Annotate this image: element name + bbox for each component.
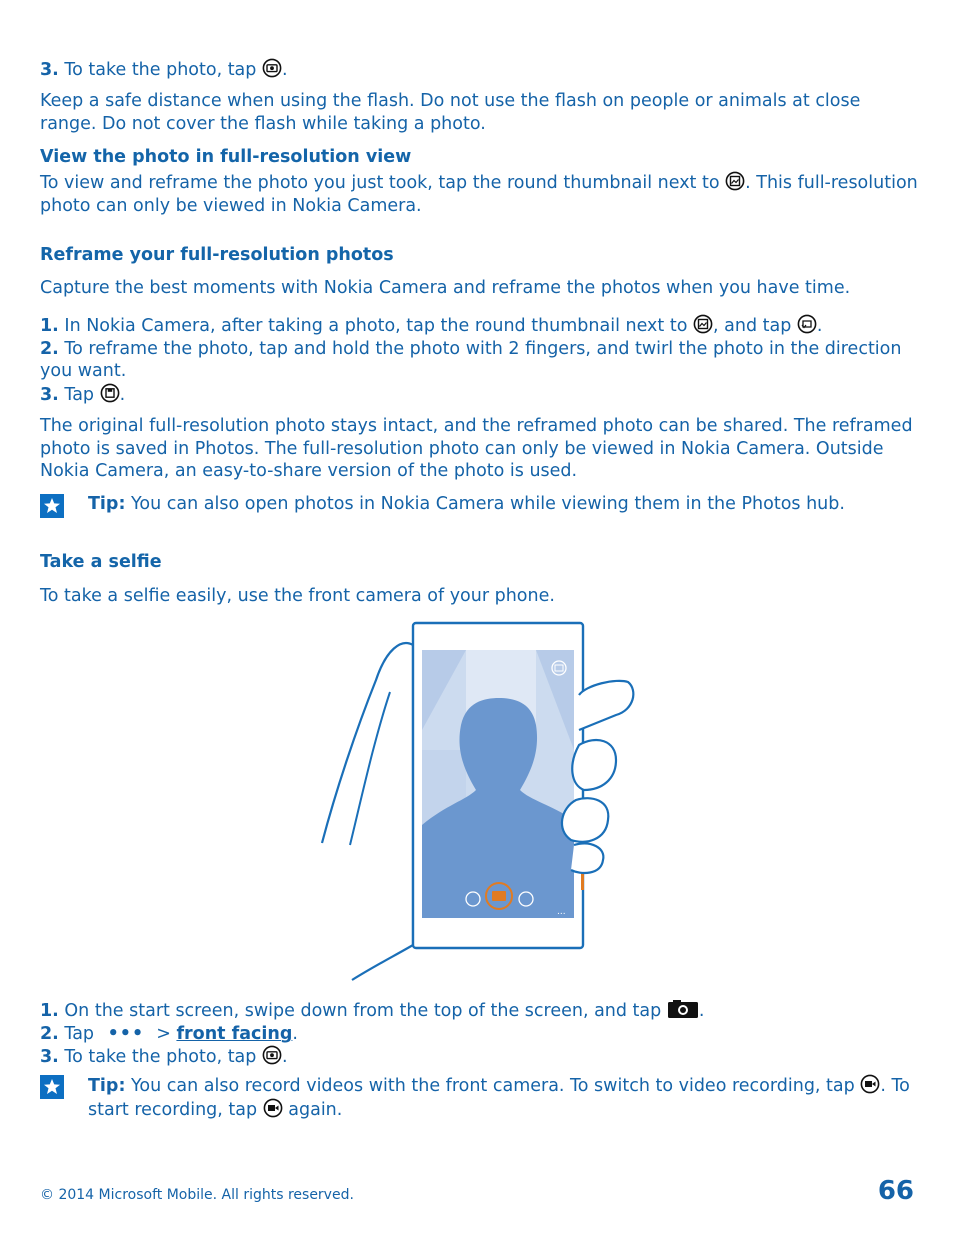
step-number: 2. xyxy=(40,338,59,359)
reframe-note: The original full-resolution photo stays intact, and the reframed photo can be shared. The reframed photo is saved in Photos. The full-resolution photo can only be viewed in Nokia Camera. Outside Nokia Camera, an easy-to-share version of the photo is used. xyxy=(40,416,913,481)
camera-shutter-icon xyxy=(262,58,282,78)
arrow: > xyxy=(156,1023,171,1044)
step-text: To reframe the photo, tap and hold the photo with 2 fingers, and twirl the photo in the direction you want. xyxy=(40,338,902,381)
finger-2 xyxy=(572,740,616,790)
selfie-step-2: 2. Tap ••• > front facing. xyxy=(40,1023,298,1044)
tip-text-b: . To start recording, tap xyxy=(88,1076,910,1120)
step-text-a: In Nokia Camera, after taking a photo, tap the round thumbnail next to xyxy=(64,316,688,336)
step-number: 3. xyxy=(40,384,59,405)
step-text: To take the photo, tap xyxy=(64,60,257,80)
view-full-text-b: . This full-resolution photo can only be viewed in Nokia Camera. xyxy=(40,173,918,216)
step-text: Tap xyxy=(64,384,95,405)
heading-take-selfie: Take a selfie xyxy=(40,552,162,572)
selfie-intro: To take a selfie easily, use the front camera of your phone. xyxy=(40,586,555,606)
save-icon xyxy=(100,383,120,403)
shutter-camera-icon xyxy=(492,891,506,901)
camera-shutter-icon xyxy=(262,1045,282,1065)
reframe-tip xyxy=(88,493,920,516)
heading-view-full-resolution: View the photo in full-resolution view xyxy=(40,147,412,167)
front-facing-link: front facing xyxy=(176,1023,293,1044)
footer-copyright: © 2014 Microsoft Mobile. All rights reserved. xyxy=(40,1187,354,1203)
reframe-step-1: 1. In Nokia Camera, after taking a photo, tap the round thumbnail next to , and tap . xyxy=(40,316,823,336)
reframe-intro: Capture the best moments with Nokia Camera and reframe the photos when you have time. xyxy=(40,278,851,298)
step-text: On the start screen, swipe down from the top of the screen, and tap xyxy=(64,1001,662,1021)
view-full-text xyxy=(40,171,920,217)
step-text: Tap xyxy=(64,1023,95,1044)
tip-star-icon xyxy=(40,494,64,518)
more-dots: ... xyxy=(557,907,566,917)
reframe-steps xyxy=(40,314,920,406)
tip-text-a: You can also record videos with the front camera. To switch to video recording, tap xyxy=(131,1076,855,1096)
step-number: 2. xyxy=(40,1023,59,1044)
selfie-step-1: 1. On the start screen, swipe down from the top of the screen, and tap . xyxy=(40,1001,705,1021)
camera-tile-icon xyxy=(667,999,699,1019)
finger-1 xyxy=(579,681,633,730)
step-number: 1. xyxy=(40,316,59,336)
tip-text: You can also open photos in Nokia Camera while viewing them in the Photos hub. xyxy=(131,494,845,514)
hand-outline xyxy=(322,643,413,980)
photos-thumbnail-icon xyxy=(693,314,713,334)
reframe-step-3: 3. Tap . xyxy=(40,384,126,405)
selfie-phone-illustration xyxy=(316,620,646,985)
reframe-step-2 xyxy=(40,338,920,383)
step-text: To take the photo, tap xyxy=(64,1047,257,1067)
finger-4 xyxy=(571,843,603,873)
view-full-text-a: To view and reframe the photo you just took, tap the round thumbnail next to xyxy=(40,173,720,193)
selfie-tip xyxy=(88,1074,920,1121)
finger-3 xyxy=(562,798,608,842)
tip-label: Tip: xyxy=(88,494,126,514)
selfie-step-3: 3. To take the photo, tap . xyxy=(40,1047,288,1067)
tip-star-icon xyxy=(40,1075,64,1099)
step-number: 3. xyxy=(40,60,59,80)
tip-label: Tip: xyxy=(88,1076,126,1096)
step-number: 3. xyxy=(40,1047,59,1067)
more-options-icon: ••• xyxy=(107,1023,145,1044)
tip-text-c: again. xyxy=(288,1099,343,1120)
step-text-b: , and tap xyxy=(713,316,792,336)
photos-thumbnail-icon xyxy=(725,171,745,191)
page-number: 66 xyxy=(877,1176,914,1206)
intro-step3: 3. To take the photo, tap . xyxy=(40,60,288,80)
reframe-icon xyxy=(797,314,817,334)
step-number: 1. xyxy=(40,1001,59,1021)
heading-reframe: Reframe your full-resolution photos xyxy=(40,245,394,265)
video-icon xyxy=(860,1074,880,1094)
flash-warning: Keep a safe distance when using the flash. Do not use the flash on people or animals at close range. Do not cover the flash while taking a photo. xyxy=(40,91,861,134)
selfie-steps xyxy=(40,999,920,1069)
video-icon xyxy=(263,1098,283,1118)
